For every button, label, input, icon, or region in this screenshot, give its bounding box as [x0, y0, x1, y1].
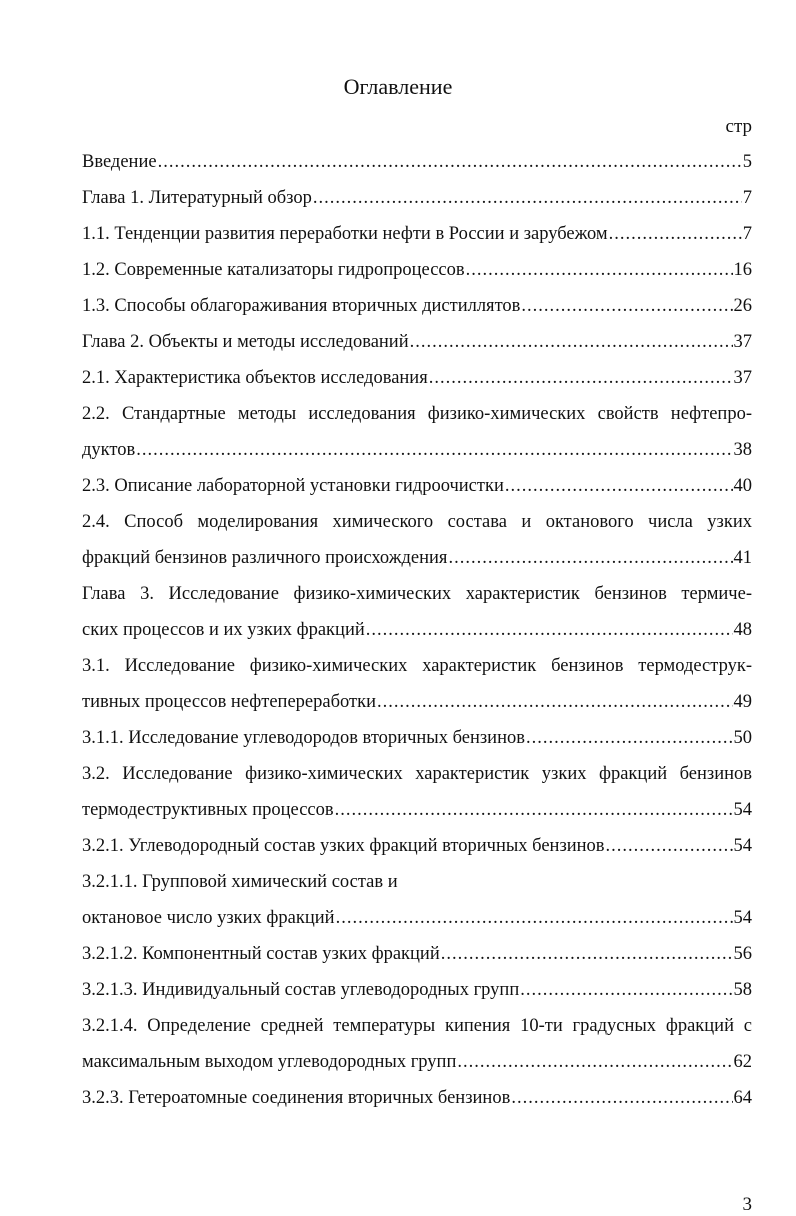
- toc-entry[interactable]: Глава 3. Исследование физико-химических характеристик бензинов термиче-: [82, 584, 752, 604]
- toc-entry[interactable]: [82, 1084, 752, 1120]
- toc-entry-continuation[interactable]: [82, 436, 752, 472]
- toc-entry-title: 2.1. Характеристика объектов исследования: [82, 368, 428, 388]
- toc-entry-title: Введение: [82, 152, 157, 172]
- page-title: Оглавление: [343, 74, 453, 99]
- toc-leader: [335, 796, 733, 824]
- toc-leader: [505, 472, 733, 500]
- toc-entry-title: 1.1. Тенденции развития переработки нефти в России и зарубежом: [82, 224, 608, 244]
- toc-entry-continuation[interactable]: [82, 544, 752, 580]
- toc-entry-continuation[interactable]: [82, 904, 752, 940]
- toc-entry-page: 41: [733, 548, 752, 568]
- toc-leader: [158, 148, 742, 176]
- toc-leader: [520, 976, 732, 1004]
- toc-entry-title: фракций бензинов различного происхождения: [82, 548, 448, 568]
- page-column-label: стр: [725, 116, 752, 137]
- toc-entry-continuation[interactable]: [82, 1048, 752, 1084]
- toc-entry-title: 3.1.1. Исследование углеводородов вторичных бензинов: [82, 728, 525, 748]
- toc-entry-page: 64: [733, 1088, 752, 1108]
- toc-entry-title: Глава 1. Литературный обзор: [82, 188, 312, 208]
- toc-entry-page: 62: [733, 1052, 752, 1072]
- toc-entry[interactable]: [82, 292, 752, 328]
- toc-leader: [466, 256, 733, 284]
- toc-entry[interactable]: [82, 184, 752, 220]
- toc-entry[interactable]: [82, 220, 752, 256]
- toc-entry-page: 54: [733, 836, 752, 856]
- toc-leader: [441, 940, 733, 968]
- toc-entry-page: 49: [733, 692, 752, 712]
- toc-entry[interactable]: 3.2.1.1. Групповой химический состав и: [82, 872, 398, 892]
- toc-entry-page: 37: [733, 332, 752, 352]
- toc-entry-continuation[interactable]: [82, 688, 752, 724]
- toc-entry-continuation[interactable]: [82, 616, 752, 652]
- toc-entry-page: 38: [733, 440, 752, 460]
- toc-entry-title: тивных процессов нефтепереработки: [82, 692, 376, 712]
- toc-entry[interactable]: 2.2. Стандартные методы исследования физико-химических свойств нефтепро-: [82, 404, 752, 424]
- toc-entry[interactable]: 3.2. Исследование физико-химических характеристик узких фракций бензинов: [82, 764, 752, 784]
- toc-entry-title: 3.2.3. Гетероатомные соединения вторичных бензинов: [82, 1088, 511, 1108]
- toc-entry[interactable]: [82, 328, 752, 364]
- toc-entry[interactable]: [82, 256, 752, 292]
- toc-entry-page: 50: [733, 728, 752, 748]
- toc-entry-page: 40: [733, 476, 752, 496]
- toc-entry[interactable]: [82, 364, 752, 400]
- toc-leader: [336, 904, 733, 932]
- page-number: 3: [742, 1194, 752, 1215]
- toc-entry[interactable]: [82, 940, 752, 976]
- toc-leader: [377, 688, 733, 716]
- toc-entry[interactable]: [82, 976, 752, 1012]
- toc-entry-page: 7: [742, 224, 752, 244]
- toc-entry[interactable]: [82, 472, 752, 508]
- toc-entry-page: 56: [733, 944, 752, 964]
- toc-entry-title: 1.3. Способы облагораживания вторичных дистиллятов: [82, 296, 521, 316]
- table-of-contents: [82, 148, 752, 1120]
- toc-entry-page: 26: [733, 296, 752, 316]
- toc-entry-continuation[interactable]: [82, 796, 752, 832]
- toc-entry[interactable]: [82, 148, 752, 184]
- toc-leader: [521, 292, 732, 320]
- toc-entry-page: 37: [733, 368, 752, 388]
- toc-leader: [609, 220, 742, 248]
- toc-leader: [606, 832, 733, 860]
- toc-leader: [366, 616, 733, 644]
- toc-entry-page: 54: [733, 800, 752, 820]
- toc-entry-page: 58: [733, 980, 752, 1000]
- toc-entry[interactable]: 3.1. Исследование физико-химических характеристик бензинов термодеструк-: [82, 656, 752, 676]
- toc-entry[interactable]: [82, 832, 752, 868]
- toc-leader: [429, 364, 733, 392]
- toc-entry-title: 3.2.1. Углеводородный состав узких фракций вторичных бензинов: [82, 836, 605, 856]
- toc-leader: [457, 1048, 732, 1076]
- toc-entry-page: 5: [742, 152, 752, 172]
- toc-leader: [448, 544, 732, 572]
- toc-entry-page: 16: [733, 260, 752, 280]
- toc-leader: [136, 436, 732, 464]
- toc-entry-title: термодеструктивных процессов: [82, 800, 334, 820]
- toc-leader: [313, 184, 742, 212]
- toc-entry-title: Глава 2. Объекты и методы исследований: [82, 332, 409, 352]
- toc-entry-title: октановое число узких фракций: [82, 908, 335, 928]
- toc-entry[interactable]: 2.4. Способ моделирования химического состава и октанового числа узких: [82, 512, 752, 532]
- toc-entry-page: 48: [733, 620, 752, 640]
- toc-entry-title: 2.3. Описание лабораторной установки гидроочистки: [82, 476, 504, 496]
- toc-leader: [526, 724, 733, 752]
- toc-entry-title: 3.2.1.2. Компонентный состав узких фракций: [82, 944, 440, 964]
- toc-entry-title: дуктов: [82, 440, 136, 460]
- toc-entry-title: 1.2. Современные катализаторы гидропроцессов: [82, 260, 465, 280]
- toc-entry-title: 3.2.1.3. Индивидуальный состав углеводородных групп: [82, 980, 520, 1000]
- toc-entry-title: ских процессов и их узких фракций: [82, 620, 365, 640]
- toc-entry-page: 7: [742, 188, 752, 208]
- toc-entry-page: 54: [733, 908, 752, 928]
- toc-leader: [410, 328, 733, 356]
- toc-leader: [511, 1084, 732, 1112]
- toc-entry-title: максимальным выходом углеводородных групп: [82, 1052, 457, 1072]
- toc-entry[interactable]: 3.2.1.4. Определение средней температуры кипения 10-ти градусных фракций с: [82, 1016, 752, 1036]
- toc-entry[interactable]: [82, 724, 752, 760]
